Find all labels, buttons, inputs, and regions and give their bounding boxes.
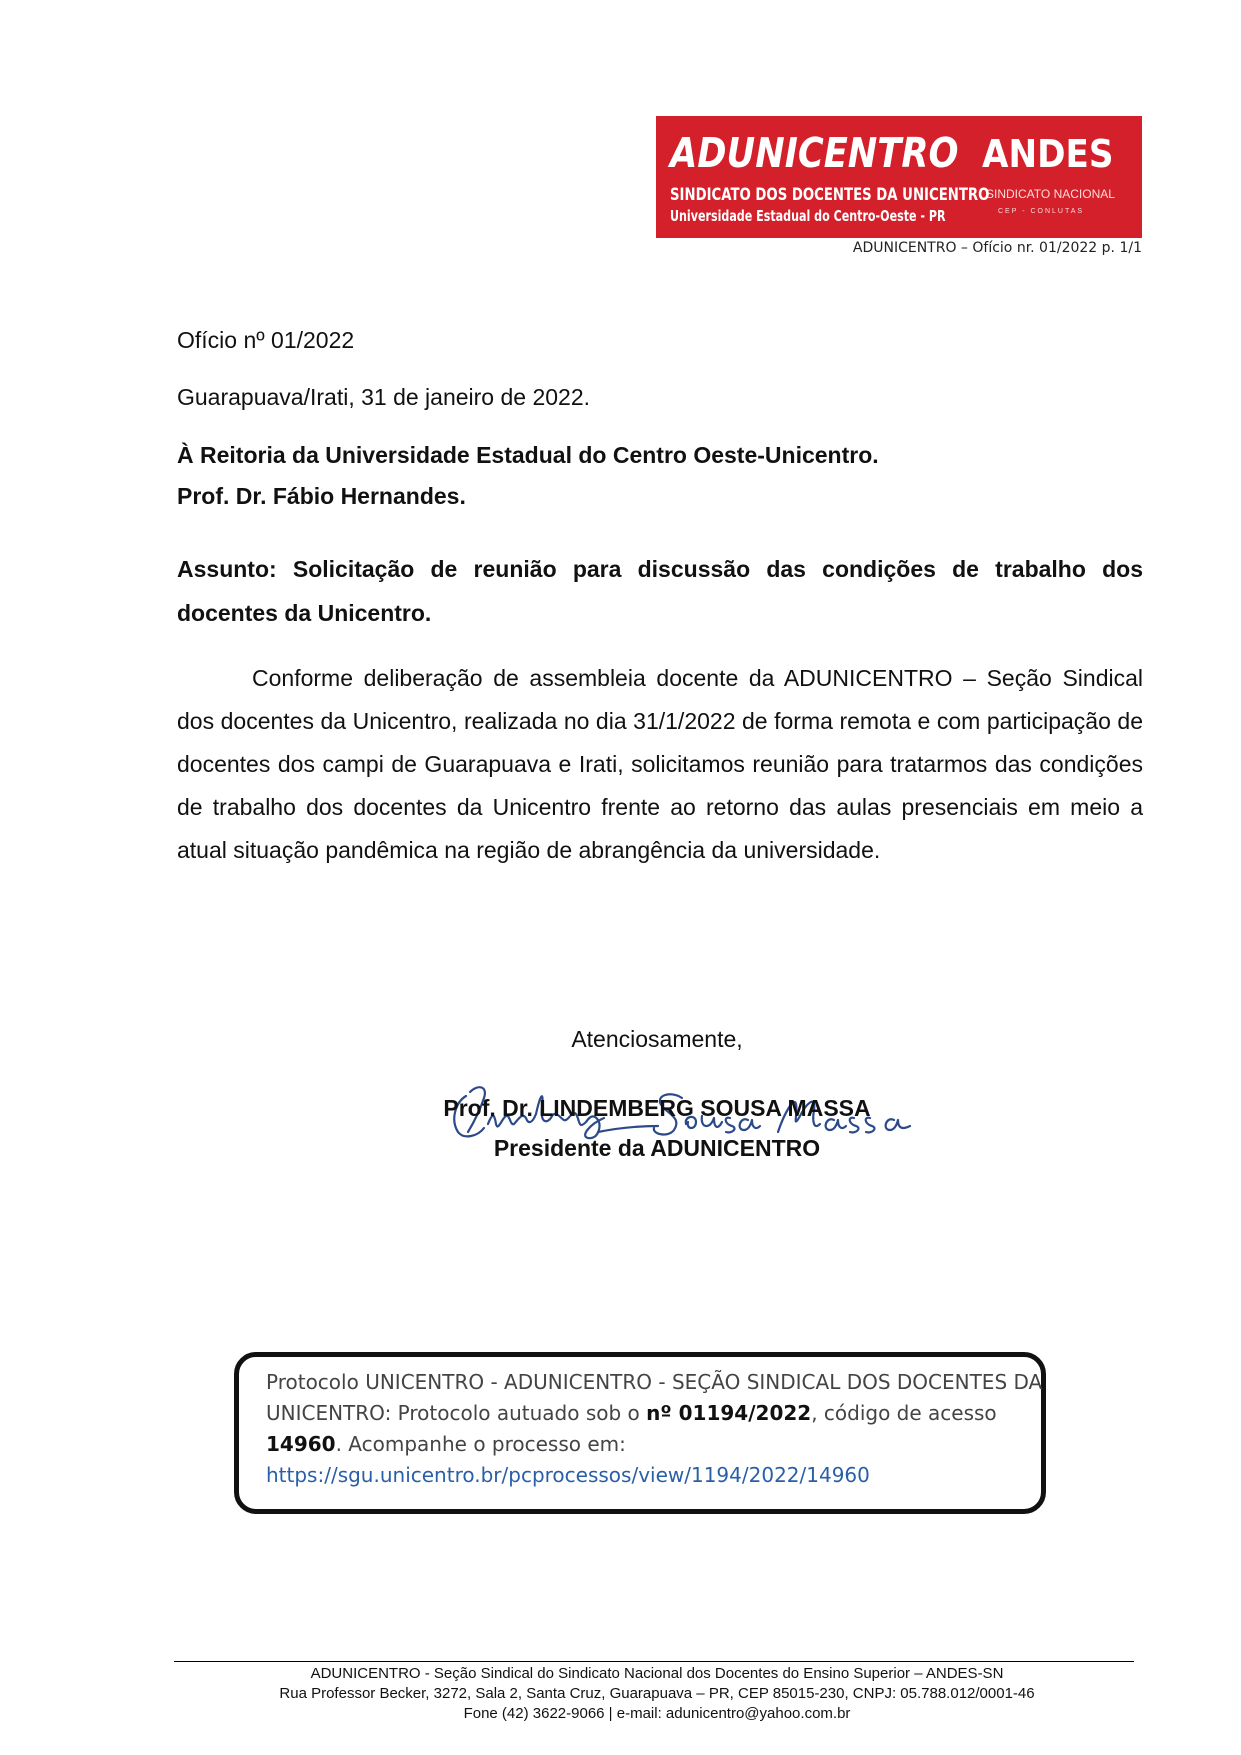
document-reference: ADUNICENTRO – Ofício nr. 01/2022 p. 1/1 [852, 240, 1142, 256]
letter-subject: Assunto: Solicitação de reunião para discussão das condições de trabalho dos docentes da Unicentro. [177, 556, 1143, 626]
footer-divider [174, 1661, 1134, 1662]
stamp-line-2-prefix: UNICENTRO: Protocolo autuado sob o [266, 1401, 647, 1425]
footer-line-3: Fone (42) 3622-9066 | e-mail: adunicentro@yahoo.com.br [463, 1705, 851, 1722]
adunicentro-andes-logo [656, 116, 1142, 238]
protocol-stamp [234, 1352, 1046, 1514]
letter-number: Ofício nº 01/2022 [177, 327, 355, 353]
andes-logo-text: ANDES [982, 132, 1114, 176]
andes-subtitle: SINDICATO NACIONAL [986, 187, 1115, 201]
recipient-person: Prof. Dr. Fábio Hernandes. [177, 483, 466, 509]
adunicentro-logo-block [656, 116, 990, 238]
footer-line-1: ADUNICENTRO - Seção Sindical do Sindicato Nacional dos Docentes do Ensino Superior – ANDES-SN [310, 1665, 1004, 1682]
stamp-line-3-suffix: . Acompanhe o processo em: [335, 1432, 626, 1456]
logo-subtitle: SINDICATO DOS DOCENTES DA UNICENTRO [670, 185, 990, 205]
process-url-link[interactable]: https://sgu.unicentro.br/pcprocessos/view/1194/2022/14960 [266, 1463, 870, 1487]
signer-title: Presidente da ADUNICENTRO [493, 1135, 821, 1161]
access-code: 14960 [266, 1432, 336, 1456]
andes-logo-block [974, 116, 1142, 238]
recipient-institution: À Reitoria da Universidade Estadual do Centro Oeste-Unicentro. [177, 442, 879, 468]
stamp-line-2 [266, 1398, 1041, 1429]
signer-name: Prof. Dr. LINDEMBERG SOUSA MASSA [443, 1095, 871, 1121]
logo-main-text: ADUNICENTRO [670, 129, 959, 177]
andes-cep: CEP - CONLUTAS [998, 208, 1085, 215]
place-date: Guarapuava/Irati, 31 de janeiro de 2022. [177, 384, 591, 410]
closing: Atenciosamente, [571, 1026, 743, 1052]
stamp-line-2-suffix: , código de acesso [811, 1401, 997, 1425]
letter-body: Conforme deliberação de assembleia docente da ADUNICENTRO – Seção Sindical dos docentes da Unicentro, realizada no dia 31/1/2022 de forma remota e com participação de docentes dos campi de Guarapuava e Irati, solicitamos reunião para tratarmos das condições de trabalho dos docentes da Unicentro frente ao retorno das aulas presenciais em meio a atual situação pandêmica na região de abrangência da universidade. [177, 665, 1143, 863]
stamp-line-1: Protocolo UNICENTRO - ADUNICENTRO - SEÇÃO SINDICAL DOS DOCENTES DA [266, 1370, 1043, 1394]
stamp-line-3 [266, 1429, 1041, 1460]
protocol-number: nº 01194/2022 [646, 1401, 812, 1425]
footer-line-2: Rua Professor Becker, 3272, Sala 2, Santa Cruz, Guarapuava – PR, CEP 85015-230, CNPJ: 05.788.012/0001-46 [279, 1685, 1035, 1702]
logo-university: Universidade Estadual do Centro-Oeste - PR [670, 207, 946, 225]
